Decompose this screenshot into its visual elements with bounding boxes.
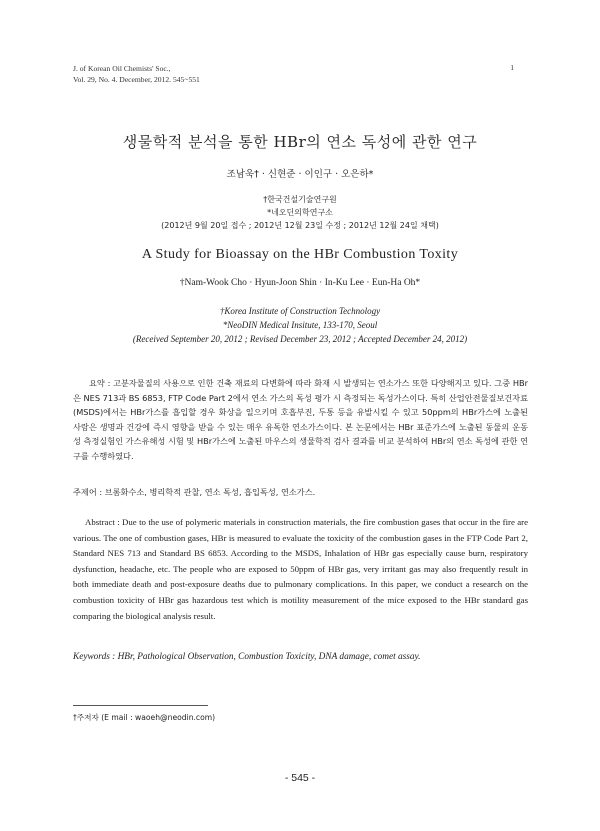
english-keywords: Keywords : HBr, Pathological Observation, Combustion Toxicity, DNA damage, comet assay. [73,652,421,662]
top-page-number: 1 [510,63,514,72]
journal-name: J. of Korean Oil Chemists' Soc., [73,64,171,73]
english-dates: (Received September 20, 2012 ; Revised December 23, 2012 ; Accepted December 24, 2012) [132,334,468,344]
corresponding-author-footnote: †주저자 (E mail : waoeh@neodin.com) [73,713,216,722]
english-title: A Study for Bioassay on the HBr Combustion Toxity [141,247,459,262]
korean-affiliation-2: *네오딘의학연구소 [267,208,333,217]
english-abstract: Abstract : Due to the use of polymeric materials in construction materials, the fire combustion gases that occur in the fire are various. The one of combustion gases, HBr is measured to evaluate the toxicity of the combustion gases in the FTP Code Part 2, Standard NES 713 and Standard BS 6853. According to the MSDS, Inhalation of HBr gas especially cause burn, respiratory dysfunction, headache, etc. The people who are exposed to 50ppm of HBr gas, very irritant gas may also frequently result in both immediate death and post-exposure deaths due to pulmonary complications. In this paper, we conduct a research on the combustion toxicity of HBr gas hazardous test which is motility measurement of the mice exposed to the HBr standard gas comparing the biological analysis result. [73,517,528,621]
korean-keywords: 주제어 : 브롬화수소, 병리학적 관찰, 연소 독성, 흡입독성, 연소가스. [73,487,316,497]
english-affiliation-1: †Korea Institute of Construction Technology [219,306,381,316]
korean-authors: 조남욱† · 신현준 · 이인구 · 오은하* [226,169,374,180]
english-authors: †Nam-Wook Cho · Hyun-Joon Shin · In-Ku Lee · Eun-Ha Oh* [179,278,421,288]
journal-issue: Vol. 29, No. 4. December, 2012. 545~551 [73,75,200,84]
bottom-page-number: - 545 - [284,772,316,784]
running-header [73,63,200,85]
korean-dates: (2012년 9월 20일 접수 ; 2012년 12월 23일 수정 ; 2012년 12월 24일 채택) [161,221,439,230]
korean-affiliation-1: †한국건설기술연구원 [263,195,337,204]
footnote-divider [73,705,208,706]
korean-title: 생물학적 분석을 통한 HBr의 연소 독성에 관한 연구 [122,133,478,151]
korean-abstract: 요약 : 고분자물질의 사용으로 인한 건축 재료의 다변화에 따라 화재 시 발생되는 연소가스 또한 다양해지고 있다. 그중 HBr은 NES 713과 BS 6853, FTP Code Part 2에서 연소 가스의 독성 평가 시 측정되는 독성가스이다. 특히 산업안전물질보건자료(MSDS)에서는 HBr가스를 흡입할 경우 화상을 일으키며 호흡부진, 두통 등을 유발시킬 수 있고 50ppm의 HBr가스에 노출된 사람은 생명과 건강에 즉시 영향을 받을 수 있는 매우 유독한 연소가스이다. 본 논문에서는 HBr 표준가스에 노출된 동물의 운동성 측정실험인 가스유해성 시험 및 HBr가스에 노출된 마우스의 생물학적 검사 결과를 비교 분석하여 HBr의 연소 독성에 관한 연구를 수행하였다. [73,378,528,461]
english-affiliation-2: *NeoDIN Medical Insitute, 133-170, Seoul [222,320,378,330]
